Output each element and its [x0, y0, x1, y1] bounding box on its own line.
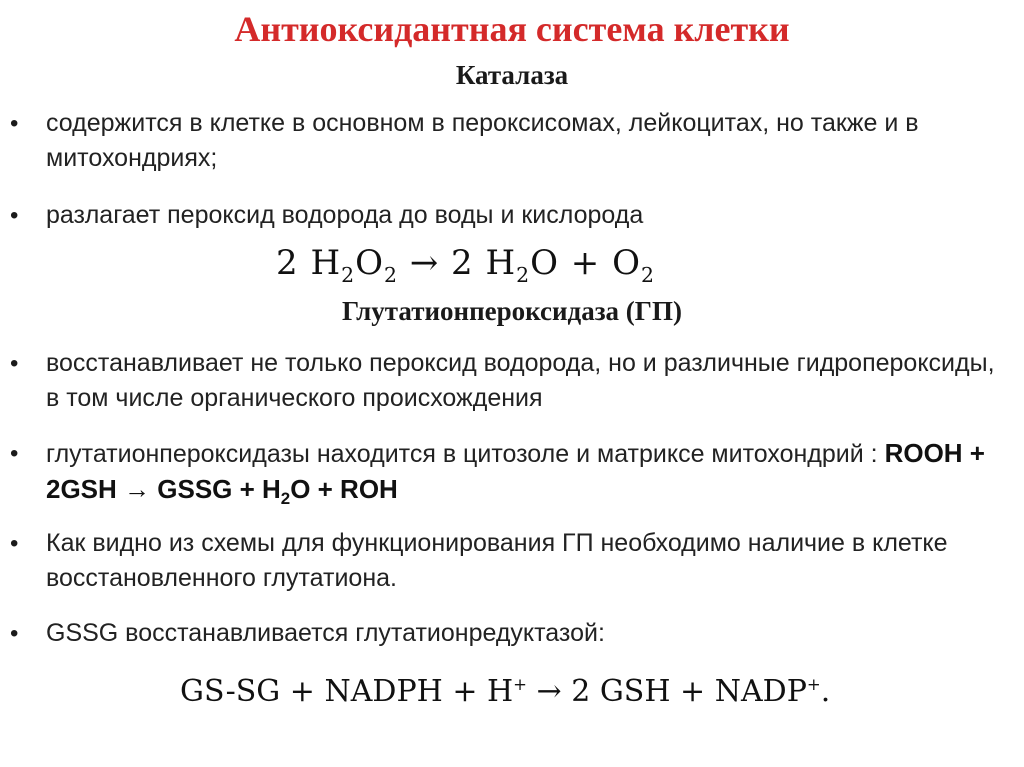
catalase-bullet-decomposition: разлагает пероксид водорода до воды и кислорода [46, 201, 644, 229]
formula-superscript: + [806, 675, 821, 694]
formula-subscript: 2 [383, 262, 398, 287]
formula-part: ROOH + 2GSH → GSSG + H [46, 438, 985, 504]
bullet-marker: • [10, 440, 19, 467]
formula-part: O + ROH [290, 474, 398, 504]
bullet-marker: • [10, 202, 19, 229]
bullet-marker: • [10, 530, 19, 557]
formula-part: GS-SG + NADPH + H [180, 674, 514, 709]
catalase-reaction-equation [276, 243, 655, 287]
catalase-heading: Каталаза [455, 60, 569, 90]
formula-subscript: 2 [640, 262, 655, 287]
formula-part: 2 H [276, 243, 342, 283]
catalase-bullet-location: содержится в клетке в основном в пероксисомах, лейкоцитах, но также и в митохондриях; [46, 109, 919, 172]
gp-bullet-substrates: восстанавливает не только пероксид водорода, но и различные гидропероксиды, в том числе органического происхождения [46, 349, 995, 412]
bullet-marker: • [10, 110, 19, 137]
formula-part: . [820, 674, 831, 709]
glutathione-reductase-equation [180, 674, 830, 709]
formula-subscript: 2 [341, 262, 356, 287]
gp-bullet-reductase: GSSG восстанавливается глутатионредуктазой: [46, 619, 605, 647]
gp-bullet-requirement: Как видно из схемы для функционирования ГП необходимо наличие в клетке восстановленного глутатиона. [46, 529, 948, 592]
glutathione-peroxidase-heading: Глутатионпероксидаза (ГП) [342, 296, 682, 326]
gp-bullet-localization [46, 436, 1006, 516]
formula-part: O + O [530, 243, 641, 283]
formula-part: O [355, 243, 384, 283]
formula-subscript: 2 [516, 262, 531, 287]
formula-part: → 2 H [397, 243, 517, 283]
formula-part: → 2 GSH + NADP [527, 674, 807, 709]
gp-localization-text: глутатионпероксидазы находится в цитозоле и матриксе митохондрий : [46, 440, 885, 468]
bullet-marker: • [10, 350, 19, 377]
slide-title: Антиоксидантная система клетки [234, 9, 790, 49]
formula-superscript: + [513, 675, 527, 694]
bullet-marker: • [10, 620, 19, 647]
formula-subscript: 2 [280, 489, 291, 509]
